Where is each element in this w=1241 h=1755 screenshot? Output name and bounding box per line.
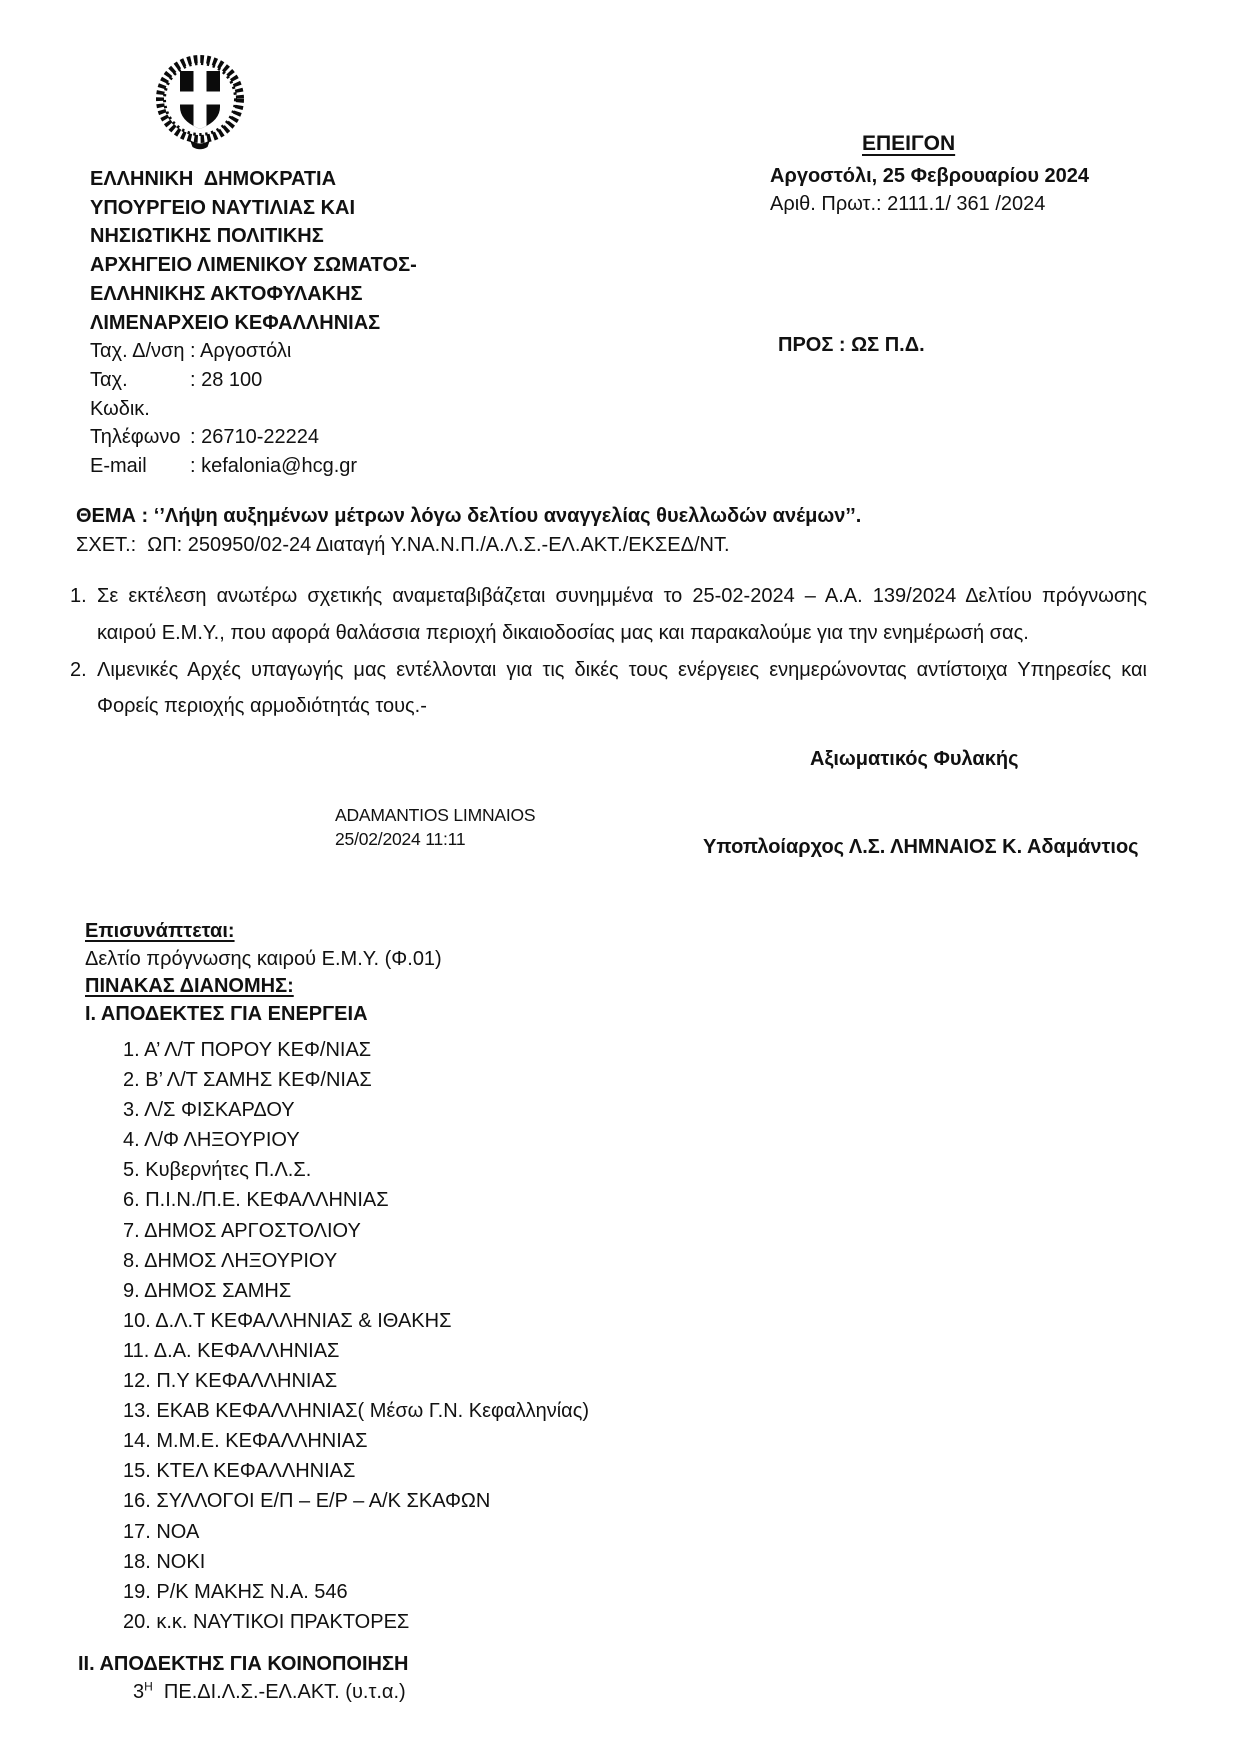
contact-row bbox=[90, 452, 417, 481]
agency-line: ΥΠΟΥΡΓΕΙΟ ΝΑΥΤΙΛΙΑΣ ΚΑΙ bbox=[90, 196, 356, 219]
protocol-number: Αριθ. Πρωτ.: 2111.1/ 361 /2024 bbox=[770, 193, 1046, 215]
greek-coat-of-arms-icon bbox=[148, 52, 252, 152]
contact-value: : 28 100 bbox=[190, 368, 263, 391]
contact-value: : 26710-22224 bbox=[190, 426, 320, 449]
contact-row bbox=[90, 366, 417, 423]
agency-line: ΕΛΛΗΝΙΚΗ ΔΗΜΟΚΡΑΤΙΑ bbox=[90, 168, 337, 190]
contact-value: : Αργοστόλι bbox=[190, 340, 292, 363]
contact-block bbox=[90, 337, 417, 481]
section2-item bbox=[133, 1678, 406, 1707]
section2-item-prefix: 3 bbox=[133, 1681, 145, 1703]
paragraph-number: 1. bbox=[70, 585, 87, 607]
attachments-heading: Επισυνάπτεται: bbox=[85, 920, 235, 942]
section2-item-text: ΠΕ.ΔΙ.Λ.Σ.-ΕΛ.ΑΚΤ. (υ.τ.α.) bbox=[152, 1681, 406, 1703]
recipient-item: 18. ΝΟΚΙ bbox=[123, 1550, 206, 1573]
recipient-item: 4. Λ/Φ ΛΗΞΟΥΡΙΟΥ bbox=[123, 1129, 300, 1152]
recipient-item: 8. ΔΗΜΟΣ ΛΗΞΟΥΡΙΟΥ bbox=[123, 1249, 338, 1272]
recipient-item: 19. Ρ/Κ ΜΑΚΗΣ Ν.Α. 546 bbox=[123, 1580, 348, 1603]
attachment-item: Δελτίο πρόγνωσης καιρού Ε.Μ.Υ. (Φ.01) bbox=[85, 947, 442, 970]
recipients-list bbox=[123, 1035, 589, 1637]
paragraph-text: Λιμενικές Αρχές υπαγωγής μας εντέλλονται για τις δικές τους ενέργειες ενημερώνοντας αντίστοιχα Υπηρεσίες και Φορείς περιοχής αρμοδιότητάς τους.- bbox=[97, 658, 1147, 718]
contact-row bbox=[90, 337, 417, 366]
section2-item-superscript: Η bbox=[144, 1679, 153, 1694]
recipient-item: 11. Δ.Α. ΚΕΦΑΛΛΗΝΙΑΣ bbox=[123, 1339, 340, 1362]
agency-lines bbox=[90, 165, 417, 337]
contact-label: Τηλέφωνο bbox=[90, 426, 181, 449]
contact-label: Ταχ. Δ/νση bbox=[90, 340, 185, 363]
distribution-heading: ΠΙΝΑΚΑΣ ΔΙΑΝΟΜΗΣ: bbox=[85, 975, 294, 997]
paragraph-text: Σε εκτέλεση ανωτέρω σχετικής αναμεταβιβάζεται συνημμένα το 25-02-2024 – Α.Α. 139/2024 Δελτίου πρόγνωσης καιρού Ε.Μ.Υ., που αφορά θαλάσσια περιοχή δικαιοδοσίας μας και παρακαλούμε για την ενημέρωσή σας. bbox=[97, 585, 1147, 644]
stamp-datetime: 25/02/2024 11:11 bbox=[335, 829, 466, 849]
recipient-item: 14. Μ.Μ.Ε. ΚΕΦΑΛΛΗΝΙΑΣ bbox=[123, 1430, 368, 1453]
agency-line: ΝΗΣΙΩΤΙΚΗΣ ΠΟΛΙΤΙΚΗΣ bbox=[90, 225, 324, 248]
recipient-item: 20. κ.κ. ΝΑΥΤΙΚΟΙ ΠΡΑΚΤΟΡΕΣ bbox=[123, 1610, 410, 1633]
section1-heading: Ι. ΑΠΟΔΕΚΤΕΣ ΓΙΑ ΕΝΕΡΓΕΙΑ bbox=[85, 1002, 368, 1025]
attachments-block bbox=[85, 918, 442, 1028]
recipient-item: 12. Π.Υ ΚΕΦΑΛΛΗΝΙΑΣ bbox=[123, 1370, 338, 1393]
recipient-item: 10. Δ.Λ.Τ ΚΕΦΑΛΛΗΝΙΑΣ & ΙΘΑΚΗΣ bbox=[123, 1309, 452, 1332]
place-date: Αργοστόλι, 25 Φεβρουαρίου 2024 bbox=[770, 165, 1090, 187]
recipient-line: ΠΡΟΣ : ΩΣ Π.Δ. bbox=[778, 334, 925, 356]
contact-row bbox=[90, 423, 417, 452]
contact-label: E-mail bbox=[90, 455, 147, 478]
subject-block bbox=[76, 502, 1156, 559]
signer-role: Αξιωματικός Φυλακής bbox=[810, 748, 1019, 770]
agency-line: ΕΛΛΗΝΙΚΗΣ ΑΚΤΟΦΥΛΑΚΗΣ bbox=[90, 282, 363, 305]
recipient-item: 5. Κυβερνήτες Π.Λ.Σ. bbox=[123, 1159, 312, 1182]
body-paragraph bbox=[70, 652, 1147, 726]
section2-heading: ΙΙ. ΑΠΟΔΕΚΤΗΣ ΓΙΑ ΚΟΙΝΟΠΟΙΗΣΗ bbox=[78, 1653, 409, 1675]
stamp-name: ADAMANTIOS LIMNAIOS bbox=[335, 805, 536, 825]
recipient-item: 16. ΣΥΛΛΟΓΟΙ Ε/Π – Ε/Ρ – Α/Κ ΣΚΑΦΩΝ bbox=[123, 1490, 491, 1513]
recipient-item: 15. ΚΤΕΛ ΚΕΦΑΛΛΗΝΙΑΣ bbox=[123, 1460, 356, 1483]
contact-label: Ταχ. Κωδικ. bbox=[90, 368, 150, 420]
recipient-item: 17. ΝΟΑ bbox=[123, 1520, 200, 1543]
agency-line: ΑΡΧΗΓΕΙΟ ΛΙΜΕΝΙΚΟΥ ΣΩΜΑΤΟΣ- bbox=[90, 254, 417, 277]
body-paragraphs bbox=[70, 578, 1147, 725]
agency-line: ΛΙΜΕΝΑΡΧΕΙΟ ΚΕΦΑΛΛΗΝΙΑΣ bbox=[90, 311, 381, 334]
reference-line: ΣΧΕΤ.: ΩΠ: 250950/02-24 Διαταγή Υ.ΝΑ.Ν.Π./Α.Λ.Σ.-ΕΛ.ΑΚΤ./ΕΚΣΕΔ/ΝΤ. bbox=[76, 533, 730, 556]
urgency-label: ΕΠΕΙΓΟΝ bbox=[862, 132, 956, 155]
paragraph-number: 2. bbox=[70, 658, 87, 681]
contact-value: : kefalonia@hcg.gr bbox=[190, 455, 358, 478]
recipient-item: 1. Α’ Λ/Τ ΠΟΡΟΥ ΚΕΦ/ΝΙΑΣ bbox=[123, 1039, 372, 1061]
recipient-item: 13. ΕΚΑΒ ΚΕΦΑΛΛΗΝΙΑΣ( Μέσω Γ.Ν. Κεφαλληνίας) bbox=[123, 1400, 589, 1423]
recipient-item: 6. Π.Ι.Ν./Π.Ε. ΚΕΦΑΛΛΗΝΙΑΣ bbox=[123, 1189, 389, 1212]
recipient-item: 9. ΔΗΜΟΣ ΣΑΜΗΣ bbox=[123, 1279, 292, 1302]
body-paragraph bbox=[70, 578, 1147, 652]
recipient-item: 7. ΔΗΜΟΣ ΑΡΓΟΣΤΟΛΙΟΥ bbox=[123, 1219, 361, 1242]
issuing-authority-block bbox=[90, 165, 417, 481]
signer-name-rank: Υποπλοίαρχος Λ.Σ. ΛΗΜΝΑΙΟΣ Κ. Αδαμάντιος bbox=[703, 836, 1139, 858]
recipient-item: 2. Β’ Λ/Τ ΣΑΜΗΣ ΚΕΦ/ΝΙΑΣ bbox=[123, 1069, 372, 1092]
digital-signature-stamp bbox=[335, 803, 535, 851]
subject-line: ΘΕΜΑ : ‘’Λήψη αυξημένων μέτρων λόγω δελτίου αναγγελίας θυελλωδών ανέμων’’. bbox=[76, 505, 862, 527]
recipient-item: 3. Λ/Σ ΦΙΣΚΑΡΔΟΥ bbox=[123, 1099, 295, 1122]
